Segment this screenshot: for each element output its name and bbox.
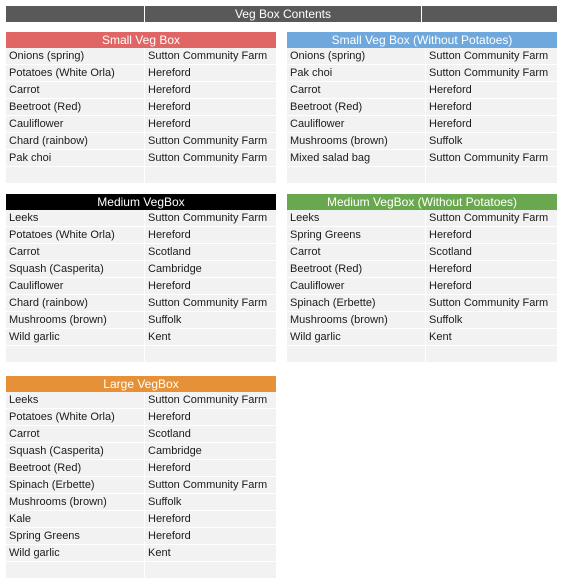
item-cell: Cauliflower <box>6 116 145 132</box>
empty-cell <box>145 167 276 183</box>
table-row <box>287 210 557 227</box>
item-cell: Chard (rainbow) <box>6 295 145 311</box>
source-cell: Sutton Community Farm <box>148 50 268 62</box>
item-cell: Kale <box>6 511 145 527</box>
item-cell: Beetroot (Red) <box>6 99 145 115</box>
item-cell: Cauliflower <box>6 278 145 294</box>
source-cell: Sutton Community Farm <box>429 152 549 164</box>
medium-veg-box-no-potatoes-title: Medium VegBox (Without Potatoes) <box>287 194 557 210</box>
item-cell: Chard (rainbow) <box>6 133 145 149</box>
item-cell: Wild garlic <box>287 329 426 345</box>
empty-cell <box>145 562 276 578</box>
source-cell: Hereford <box>148 280 191 292</box>
table-row <box>6 261 276 278</box>
source-cell: Scotland <box>148 428 191 440</box>
item-cell: Carrot <box>6 82 145 98</box>
table-row <box>287 82 557 99</box>
table-row <box>6 244 276 261</box>
item-cell: Wild garlic <box>6 545 145 561</box>
source-cell: Suffolk <box>429 135 463 147</box>
table-row <box>6 460 276 477</box>
source-cell: Hereford <box>148 229 191 241</box>
table-row <box>287 278 557 295</box>
table-row <box>287 329 557 346</box>
table-row <box>6 312 276 329</box>
source-cell: Hereford <box>429 229 472 241</box>
empty-row <box>287 167 557 184</box>
table-row <box>287 48 557 65</box>
table-row <box>6 409 276 426</box>
table-row <box>6 278 276 295</box>
empty-cell <box>426 167 557 183</box>
source-cell: Sutton Community Farm <box>148 135 268 147</box>
medium-veg-box-title: Medium VegBox <box>6 194 276 210</box>
item-cell: Spring Greens <box>6 528 145 544</box>
source-cell: Sutton Community Farm <box>429 50 549 62</box>
table-row <box>6 133 276 150</box>
source-cell: Hereford <box>429 101 472 113</box>
sheet-title-bar <box>6 6 557 22</box>
medium-veg-box-rows <box>6 210 276 363</box>
source-cell: Kent <box>148 331 171 343</box>
item-cell: Mushrooms (brown) <box>287 133 426 149</box>
small-veg-box-rows <box>6 48 276 184</box>
small-veg-box-no-potatoes-rows <box>287 48 557 184</box>
medium-veg-box-panel <box>6 194 276 363</box>
small-veg-box-no-potatoes-title: Small Veg Box (Without Potatoes) <box>287 32 557 48</box>
source-cell: Cambridge <box>148 445 202 457</box>
source-cell: Sutton Community Farm <box>429 212 549 224</box>
item-cell: Onions (spring) <box>6 48 145 64</box>
medium-veg-box-no-potatoes-rows <box>287 210 557 363</box>
item-cell: Leeks <box>6 392 145 408</box>
table-row <box>6 48 276 65</box>
table-row <box>287 150 557 167</box>
medium-veg-box-no-potatoes-panel <box>287 194 557 363</box>
source-cell: Kent <box>429 331 452 343</box>
table-row <box>6 210 276 227</box>
source-cell: Hereford <box>429 84 472 96</box>
item-cell: Beetroot (Red) <box>287 99 426 115</box>
source-cell: Hereford <box>429 280 472 292</box>
item-cell: Carrot <box>287 82 426 98</box>
source-cell: Hereford <box>429 263 472 275</box>
item-cell: Beetroot (Red) <box>6 460 145 476</box>
large-veg-box-panel <box>6 376 276 579</box>
item-cell: Mixed salad bag <box>287 150 426 166</box>
sheet-title: Veg Box Contents <box>145 6 422 22</box>
source-cell: Suffolk <box>148 496 182 508</box>
table-row <box>6 426 276 443</box>
empty-cell <box>145 346 276 362</box>
item-cell: Spinach (Erbette) <box>287 295 426 311</box>
table-row <box>6 528 276 545</box>
table-row <box>6 443 276 460</box>
empty-cell <box>6 562 145 578</box>
table-row <box>287 261 557 278</box>
table-row <box>6 99 276 116</box>
item-cell: Cauliflower <box>287 278 426 294</box>
source-cell: Cambridge <box>148 263 202 275</box>
empty-cell <box>6 346 145 362</box>
source-cell: Hereford <box>148 411 191 423</box>
empty-cell <box>287 167 426 183</box>
item-cell: Potatoes (White Orla) <box>6 409 145 425</box>
source-cell: Suffolk <box>148 314 182 326</box>
source-cell: Sutton Community Farm <box>148 212 268 224</box>
table-row <box>6 65 276 82</box>
table-row <box>6 295 276 312</box>
table-row <box>287 99 557 116</box>
item-cell: Wild garlic <box>6 329 145 345</box>
empty-cell <box>426 346 557 362</box>
source-cell: Scotland <box>429 246 472 258</box>
item-cell: Carrot <box>287 244 426 260</box>
item-cell: Potatoes (White Orla) <box>6 227 145 243</box>
item-cell: Pak choi <box>287 65 426 81</box>
source-cell: Hereford <box>148 101 191 113</box>
item-cell: Mushrooms (brown) <box>6 494 145 510</box>
source-cell: Hereford <box>148 530 191 542</box>
empty-cell <box>287 346 426 362</box>
table-row <box>6 545 276 562</box>
source-cell: Suffolk <box>429 314 463 326</box>
item-cell: Potatoes (White Orla) <box>6 65 145 81</box>
item-cell: Pak choi <box>6 150 145 166</box>
item-cell: Mushrooms (brown) <box>287 312 426 328</box>
empty-row <box>6 562 276 579</box>
title-bar-left-cell <box>6 6 145 22</box>
table-row <box>6 116 276 133</box>
source-cell: Hereford <box>148 118 191 130</box>
source-cell: Sutton Community Farm <box>148 297 268 309</box>
source-cell: Sutton Community Farm <box>429 297 549 309</box>
empty-row <box>6 346 276 363</box>
source-cell: Sutton Community Farm <box>429 67 549 79</box>
table-row <box>287 312 557 329</box>
item-cell: Leeks <box>287 210 426 226</box>
item-cell: Spinach (Erbette) <box>6 477 145 493</box>
item-cell: Cauliflower <box>287 116 426 132</box>
empty-cell <box>6 167 145 183</box>
source-cell: Kent <box>148 547 171 559</box>
table-row <box>6 477 276 494</box>
large-veg-box-title: Large VegBox <box>6 376 276 392</box>
table-row <box>287 65 557 82</box>
source-cell: Hereford <box>148 513 191 525</box>
item-cell: Carrot <box>6 426 145 442</box>
source-cell: Sutton Community Farm <box>148 394 268 406</box>
source-cell: Scotland <box>148 246 191 258</box>
item-cell: Carrot <box>6 244 145 260</box>
source-cell: Hereford <box>148 462 191 474</box>
table-row <box>6 227 276 244</box>
table-row <box>287 116 557 133</box>
table-row <box>6 494 276 511</box>
source-cell: Hereford <box>429 118 472 130</box>
table-row <box>287 244 557 261</box>
table-row <box>6 511 276 528</box>
item-cell: Squash (Casperita) <box>6 261 145 277</box>
item-cell: Onions (spring) <box>287 48 426 64</box>
item-cell: Squash (Casperita) <box>6 443 145 459</box>
empty-row <box>287 346 557 363</box>
table-row <box>6 329 276 346</box>
table-row <box>6 392 276 409</box>
small-veg-box-panel <box>6 32 276 184</box>
table-row <box>287 227 557 244</box>
small-veg-box-no-potatoes-panel <box>287 32 557 184</box>
item-cell: Beetroot (Red) <box>287 261 426 277</box>
source-cell: Hereford <box>148 67 191 79</box>
table-row <box>287 133 557 150</box>
table-row <box>287 295 557 312</box>
table-row <box>6 82 276 99</box>
item-cell: Spring Greens <box>287 227 426 243</box>
small-veg-box-title: Small Veg Box <box>6 32 276 48</box>
table-row <box>6 150 276 167</box>
empty-row <box>6 167 276 184</box>
large-veg-box-rows <box>6 392 276 579</box>
source-cell: Sutton Community Farm <box>148 479 268 491</box>
title-bar-right-cell <box>422 6 557 22</box>
source-cell: Sutton Community Farm <box>148 152 268 164</box>
source-cell: Hereford <box>148 84 191 96</box>
item-cell: Mushrooms (brown) <box>6 312 145 328</box>
item-cell: Leeks <box>6 210 145 226</box>
